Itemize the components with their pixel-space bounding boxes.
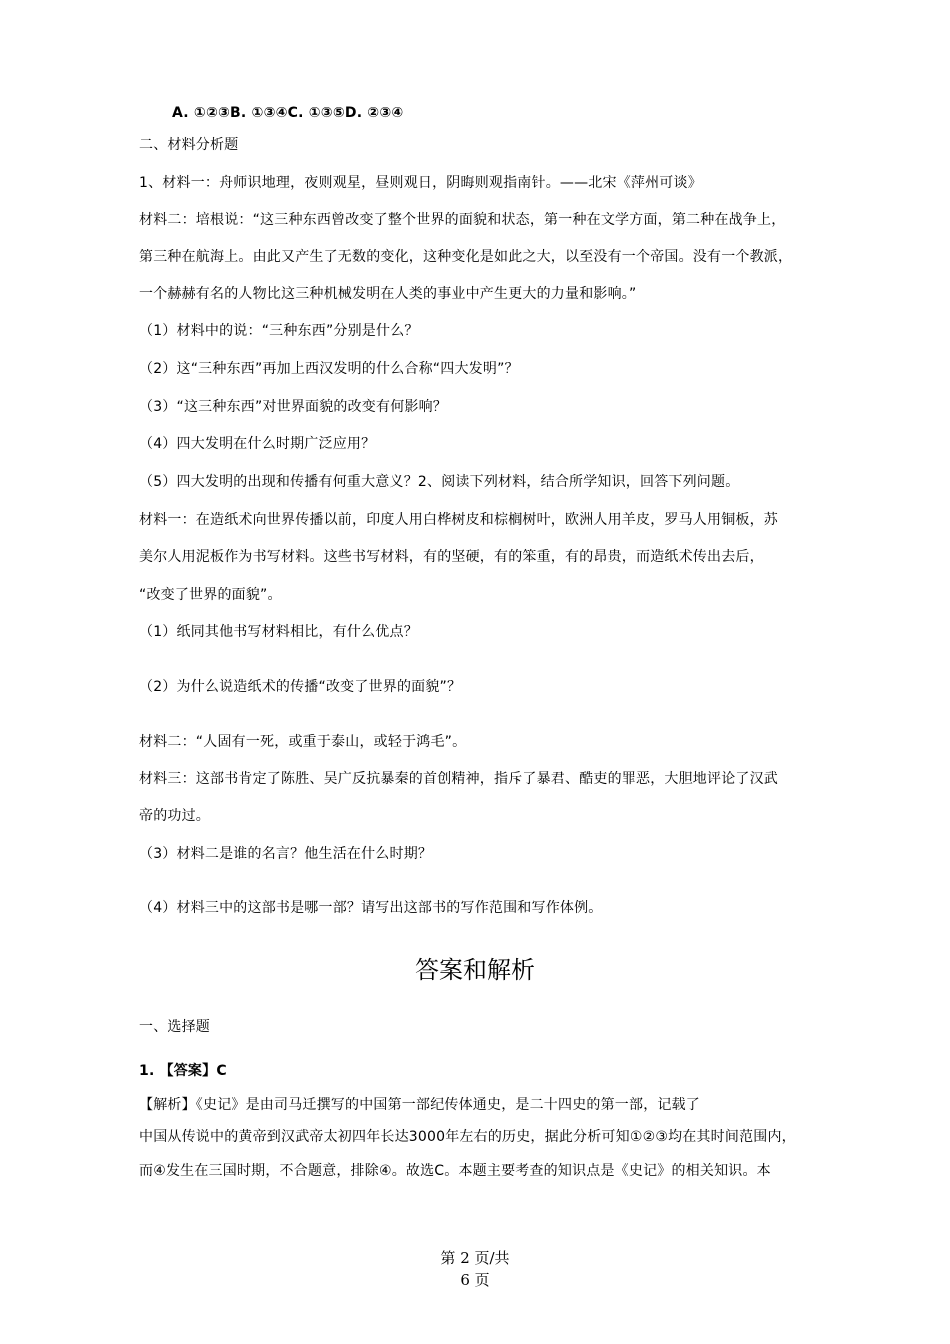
q2-material-1-line: 美尔人用泥板作为书写材料。这些书写材料，有的坚硬，有的笨重，有的昂贵，而造纸术传出去后， xyxy=(139,549,764,565)
q1-question-2: （2）这“三种东西”再加上西汉发明的什么合称“四大发明”？ xyxy=(139,361,519,377)
q1-question-5: （5）四大发明的出现和传播有何重大意义？2、阅读下列材料，结合所学知识，回答下列问题。 xyxy=(139,474,740,490)
q2-material-1-line: “改变了世界的面貌”。 xyxy=(139,587,282,603)
q2-question-1: （1）纸同其他书写材料相比，有什么优点？ xyxy=(139,624,418,640)
q2-question-3: （3）材料二是谁的名言？他生活在什么时期？ xyxy=(139,846,433,862)
page-number-line-2: 6 页 xyxy=(460,1271,490,1289)
answers-section-title: 一、选择题 xyxy=(139,1019,210,1035)
answer-1-analysis-line: 【解析】《史记》是由司马迁撰写的中国第一部纪传体通史，是二十四史的第一部，记载了 xyxy=(139,1097,700,1113)
answer-1-analysis-line: 中国从传说中的黄帝到汉武帝太初四年长达3000年左右的历史，据此分析可知①②③均在其时间范围内， xyxy=(139,1129,796,1145)
q1-material-2-line: 材料二：培根说：“这三种东西曾改变了整个世界的面貌和状态，第一种在文学方面，第二种在战争上， xyxy=(139,212,786,228)
q2-material-3-line: 材料三：这部书肯定了陈胜、吴广反抗暴秦的首创精神，指斥了暴君、酷吏的罪恶，大胆地评论了汉武 xyxy=(139,771,778,787)
q2-question-2: （2）为什么说造纸术的传播“改变了世界的面貌”？ xyxy=(139,679,462,695)
q2-material-1-line: 材料一：在造纸术向世界传播以前，印度人用白桦树皮和棕榈树叶，欧洲人用羊皮，罗马人用铜板，苏 xyxy=(139,512,778,528)
q1-question-4: （4）四大发明在什么时期广泛应用？ xyxy=(139,436,376,452)
q1-material-2-line: 一个赫赫有名的人物比这三种机械发明在人类的事业中产生更大的力量和影响。” xyxy=(139,286,637,302)
q1-question-1: （1）材料中的说：“三种东西”分别是什么？ xyxy=(139,323,419,339)
section-title-material-analysis: 二、材料分析题 xyxy=(139,137,239,153)
q2-question-4: （4）材料三中的这部书是哪一部？请写出这部书的写作范围和写作体例。 xyxy=(139,900,603,916)
q1-material-2-line: 第三种在航海上。由此又产生了无数的变化，这种变化是如此之大，以至没有一个帝国。没有一个教派， xyxy=(139,249,793,265)
answer-1-label: 1. 【答案】C xyxy=(139,1063,227,1079)
q2-material-3-line: 帝的功过。 xyxy=(139,808,210,824)
q1-material-1: 1、材料一：舟师识地理，夜则观星，昼则观日，阴晦则观指南针。——北宋《萍州可谈》 xyxy=(139,175,702,191)
page-number-line-1: 第 2 页/共 xyxy=(440,1249,510,1267)
q1-question-3: （3）“这三种东西”对世界面貌的改变有何影响？ xyxy=(139,399,448,415)
q2-material-2: 材料二：“人固有一死，或重于泰山，或轻于鸿毛”。 xyxy=(139,734,467,750)
answers-title: 答案和解析 xyxy=(415,956,535,984)
choice-options: A. ①②③B. ①③④C. ①③⑤D. ②③④ xyxy=(172,105,404,121)
answer-1-analysis-line: 而④发生在三国时期，不合题意，排除④。故选C。本题主要考查的知识点是《史记》的相关知识。本 xyxy=(139,1163,771,1179)
